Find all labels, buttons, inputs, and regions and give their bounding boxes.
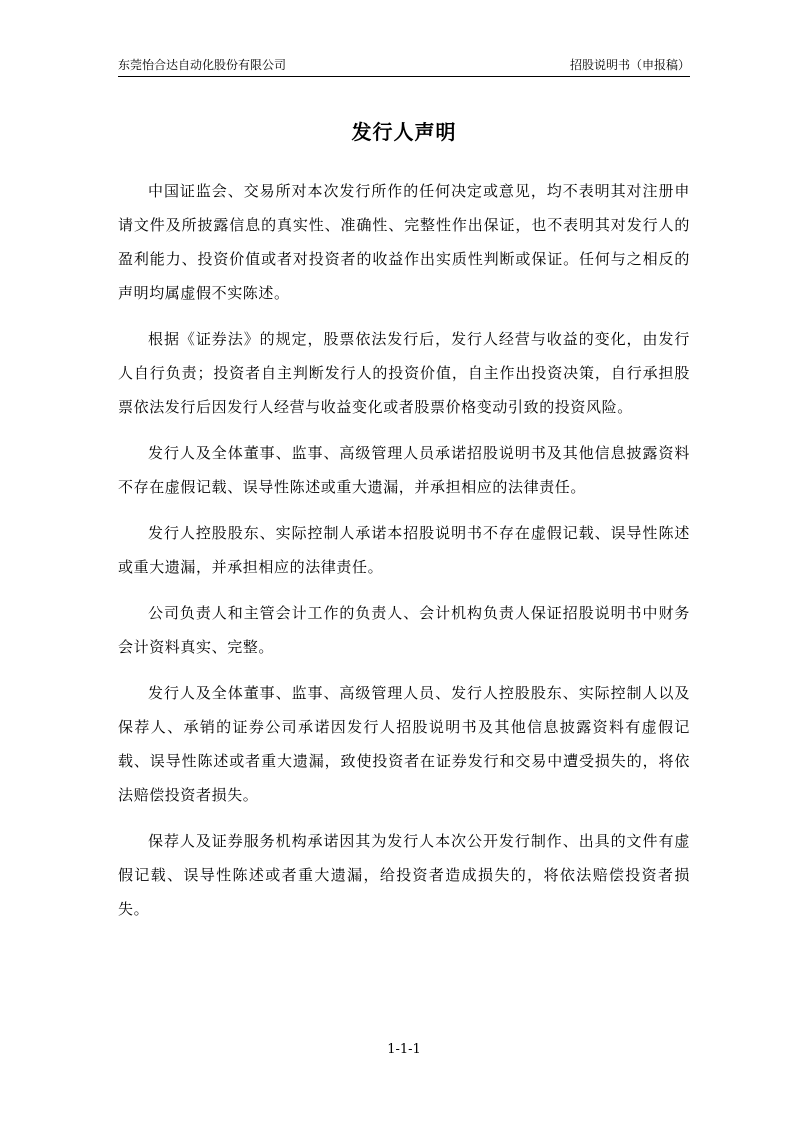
header-company-name: 东莞怡合达自动化股份有限公司 xyxy=(118,58,287,72)
page-number: 1-1-1 xyxy=(387,1042,421,1057)
paragraph-2: 根据《证券法》的规定，股票依法发行后，发行人经营与收益的变化，由发行人自行负责；投资者自主判断发行人的投资价值，自主作出投资决策，自行承担股票依法发行后因发行人经营与收益变化或者股票价格变动引致的投资风险。 xyxy=(118,330,690,416)
paragraph-1: 中国证监会、交易所对本次发行所作的任何决定或意见，均不表明其对注册申请文件及所披露信息的真实性、准确性、完整性作出保证，也不表明其对发行人的盈利能力、投资价值或者对投资者的收益作出实质性判断或保证。任何与之相反的声明均属虚假不实陈述。 xyxy=(118,182,690,302)
header-divider xyxy=(118,76,690,77)
page-header xyxy=(118,55,690,75)
paragraph-5: 公司负责人和主管会计工作的负责人、会计机构负责人保证招股说明书中财务会计资料真实、完整。 xyxy=(118,604,690,656)
paragraph-7: 保荐人及证券服务机构承诺因其为发行人本次公开发行制作、出具的文件有虚假记载、误导性陈述或者重大遗漏，给投资者造成损失的，将依法赔偿投资者损失。 xyxy=(118,832,690,918)
paragraph-6: 发行人及全体董事、监事、高级管理人员、发行人控股股东、实际控制人以及保荐人、承销的证券公司承诺因发行人招股说明书及其他信息披露资料有虚假记载、误导性陈述或者重大遗漏，致使投资者在证券发行和交易中遭受损失的，将依法赔偿投资者损失。 xyxy=(118,684,690,804)
document-body xyxy=(118,174,690,938)
paragraph-3: 发行人及全体董事、监事、高级管理人员承诺招股说明书及其他信息披露资料不存在虚假记载、误导性陈述或重大遗漏，并承担相应的法律责任。 xyxy=(118,444,690,496)
header-document-type: 招股说明书（申报稿） xyxy=(569,58,690,72)
paragraph-4: 发行人控股股东、实际控制人承诺本招股说明书不存在虚假记载、误导性陈述或重大遗漏，并承担相应的法律责任。 xyxy=(118,524,690,576)
page-title: 发行人声明 xyxy=(351,120,457,144)
